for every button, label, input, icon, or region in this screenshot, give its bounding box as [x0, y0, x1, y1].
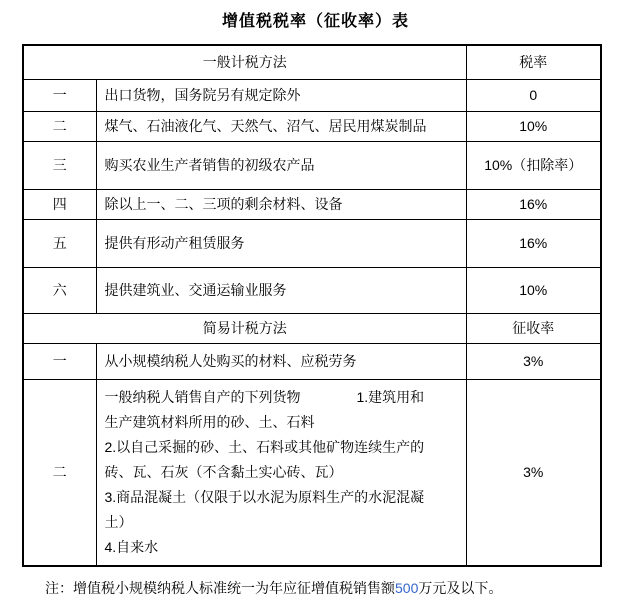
- row-index-cell: 一: [23, 343, 96, 379]
- row-desc-cell: [96, 379, 466, 566]
- row-desc-cell: 出口货物，国务院另有规定除外: [96, 79, 466, 111]
- table-row: [23, 141, 601, 189]
- row-desc-cell: 购买农业生产者销售的初级农产品: [96, 141, 466, 189]
- method-header-cell: 一般计税方法: [23, 45, 466, 79]
- row-index-cell: 六: [23, 267, 96, 313]
- row-rate-cell: 10%: [466, 111, 601, 141]
- desc-line: 2.以自己采掘的砂、土、石料或其他矿物连续生产的: [104, 438, 425, 455]
- table-row: [23, 219, 601, 267]
- row-desc-cell: 煤气、石油液化气、天然气、沼气、居民用煤炭制品: [96, 111, 466, 141]
- row-index-cell: 四: [23, 189, 96, 219]
- method-header-cell: 简易计税方法: [23, 313, 466, 343]
- rate-header-cell: 征收率: [466, 313, 601, 343]
- table-row: [23, 343, 601, 379]
- page-title: 增值税税率（征收率）表: [221, 13, 409, 30]
- desc-line: 3.商品混凝土（仅限于以水泥为原料生产的水泥混凝: [104, 488, 425, 505]
- row-rate-cell: 3%: [466, 379, 601, 566]
- desc-line: 一般纳税人销售自产的下列货物 1.建筑用和: [104, 388, 425, 405]
- table-row: [23, 267, 601, 313]
- section-header-row: [23, 313, 601, 343]
- row-index-cell: 二: [23, 111, 96, 141]
- row-desc-cell: 从小规模纳税人处购买的材料、应税劳务: [96, 343, 466, 379]
- table-row: [23, 79, 601, 111]
- row-index-cell: 三: [23, 141, 96, 189]
- table-row: [23, 111, 601, 141]
- desc-line: 生产建筑材料所用的砂、土、石料: [104, 413, 315, 430]
- footnote: [45, 578, 631, 598]
- row-desc-cell: 除以上一、二、三项的剩余材料、设备: [96, 189, 466, 219]
- row-rate-cell: 10%: [466, 267, 601, 313]
- row-index-cell: 五: [23, 219, 96, 267]
- table-row: [23, 379, 601, 566]
- row-rate-cell: 16%: [466, 219, 601, 267]
- row-desc-cell: 提供有形动产租赁服务: [96, 219, 466, 267]
- row-rate-cell: 0: [466, 79, 601, 111]
- row-rate-cell: 3%: [466, 343, 601, 379]
- row-rate-cell: 16%: [466, 189, 601, 219]
- desc-line: 砖、瓦、石灰（不含黏土实心砖、瓦）: [104, 463, 343, 480]
- desc-line: 4.自来水: [104, 538, 159, 555]
- table-row: [23, 189, 601, 219]
- row-desc-cell: 提供建筑业、交通运输业服务: [96, 267, 466, 313]
- rate-header-cell: 税率: [466, 45, 601, 79]
- desc-line: 土）: [104, 513, 133, 530]
- footnote-text: 万元及以下。: [418, 579, 503, 596]
- row-index-cell: 一: [23, 79, 96, 111]
- footnote-highlight: 500: [395, 579, 419, 596]
- vat-rate-table: [22, 44, 602, 567]
- row-index-cell: 二: [23, 379, 96, 566]
- footnote-text: 注：增值税小规模纳税人标准统一为年应征增值税销售额: [45, 579, 395, 596]
- row-rate-cell: 10%（扣除率）: [466, 141, 601, 189]
- section-header-row: [23, 45, 601, 79]
